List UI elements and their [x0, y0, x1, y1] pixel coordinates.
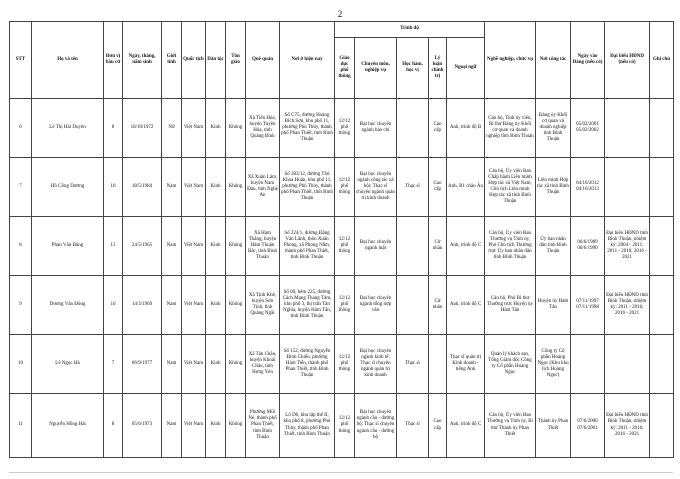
cell-note	[650, 276, 674, 335]
cell-ethnicity: Kinh	[206, 99, 226, 158]
cell-gender: Nam	[162, 276, 182, 335]
header-residence: Nơi ở hiện nay	[280, 22, 335, 99]
cell-ethnicity: Kinh	[206, 394, 226, 458]
page-number: 2	[337, 9, 343, 19]
cell-nationality: Việt Nam	[182, 158, 206, 217]
cell-dob: 06/9/1977	[123, 335, 162, 394]
table-row	[10, 217, 674, 276]
cell-name: Phan Văn Đăng	[32, 217, 104, 276]
cell-hdnd	[605, 158, 650, 217]
cell-dob: 14/3/1969	[123, 276, 162, 335]
header-general-edu: Giáo dục phổ thông	[335, 38, 355, 99]
cell-hometown: Phường Mũi Né, thành phố Phan Thiết, tỉnh Bình Thuận	[246, 394, 280, 458]
cell-note	[650, 335, 674, 394]
table-row	[10, 276, 674, 335]
cell-hometown: Xã Xuân Lâm, huyện Nam Đàn, tỉnh Nghệ An	[246, 158, 280, 217]
cell-party-date: 04/10/2012 04/10/2013	[571, 158, 605, 217]
cell-language: Anh, trình độ C	[447, 394, 485, 458]
header-degree: Học hàm, học vị	[397, 38, 429, 99]
header-name: Họ và tên	[32, 22, 104, 99]
cell-hdnd: Đại biểu HĐND tỉnh Bình Thuận, nhiệm kỳ: 2004 - 2011; 2011 - 2016; 2016 - 2021	[605, 217, 650, 276]
cell-note	[650, 158, 674, 217]
header-trinh-do: Trình độ	[335, 22, 485, 38]
header-language: Ngoại ngữ	[447, 38, 485, 99]
cell-gender: Nam	[162, 217, 182, 276]
cell-occupation: Cán bộ, Tỉnh ủy viên, Bí thư Đảng ủy Khối cơ quan và doanh nghiệp tỉnh Bình Thuận	[485, 99, 536, 158]
header-dob: Ngày, tháng, năm sinh	[123, 22, 162, 99]
cell-party-date: 07/11/1997 07/11/1998	[571, 276, 605, 335]
cell-general-edu: 12/12 phổ thông	[335, 394, 355, 458]
cell-residence: Số 152, đường Nguyễn Đình Chiểu, phường Hàm Tiến, thành phố Phan Thiết, tỉnh Bình Thuận	[280, 335, 335, 394]
cell-occupation: Cán bộ, Ủy viên Ban Thường vụ Tỉnh ủy, Phó Chủ tịch Thường trực Ủy ban nhân dân tỉnh Bình Thuận	[485, 217, 536, 276]
header-politics: Lý luận chính trị	[429, 38, 447, 99]
cell-general-edu: 12/12 phổ thông	[335, 158, 355, 217]
cell-degree: Thạc sĩ	[397, 335, 429, 394]
cell-unit: 10	[104, 158, 123, 217]
cell-hdnd	[605, 335, 650, 394]
cell-language: Anh, trình độ B	[447, 99, 485, 158]
cell-ethnicity: Kinh	[206, 335, 226, 394]
cell-gender: Nam	[162, 394, 182, 458]
cell-specialty: Đại học chuyên ngành công tác xã hội; Thạc sĩ chuyên ngành quản trị kinh doanh	[355, 158, 397, 217]
cell-religion: Không	[226, 394, 246, 458]
table-row	[10, 99, 674, 158]
cell-ethnicity: Kinh	[206, 158, 226, 217]
cell-politics: Cao cấp	[429, 99, 447, 158]
cell-nationality: Việt Nam	[182, 217, 206, 276]
header-occupation: Nghề nghiệp, chức vụ	[485, 22, 536, 99]
cell-specialty: Đại học chuyên ngành luật	[355, 217, 397, 276]
cell-general-edu: 12/12 phổ thông	[335, 217, 355, 276]
cell-nationality: Việt Nam	[182, 394, 206, 458]
cell-language: Thạc sĩ quản trị Kinh doanh - tiếng Anh	[447, 335, 485, 394]
header-party-date: Ngày vào Đảng (nếu có)	[571, 22, 605, 99]
cell-general-edu: 12/12 phổ thông	[335, 276, 355, 335]
cell-unit: 8	[104, 394, 123, 458]
cell-degree	[397, 99, 429, 158]
cell-dob: 18/10/1972	[123, 99, 162, 158]
cell-nationality: Việt Nam	[182, 99, 206, 158]
cell-residence: Số 06, hẻm 225, đường Cách Mạng Tháng Tám, khu phố 3, thị trấn Tân Nghĩa, huyện Hàm Tân, tỉnh Bình Thuận	[280, 276, 335, 335]
cell-religion: Không	[226, 276, 246, 335]
cell-workplace: Đảng ủy Khối cơ quan và doanh nghiệp tỉnh Bình Thuận	[536, 99, 571, 158]
cell-note	[650, 217, 674, 276]
cell-name: Nguyễn Hồng Hải	[32, 394, 104, 458]
cell-specialty: Đại học chuyên ngành cầu - đường bộ; Thạc sĩ chuyên ngành cầu - đường bộ	[355, 394, 397, 458]
cell-stt: 8	[10, 217, 32, 276]
cell-party-date: 07/6/2000 07/6/2001	[571, 394, 605, 458]
cell-hdnd	[605, 99, 650, 158]
cell-language: Anh, B1 châu Âu	[447, 158, 485, 217]
cell-nationality: Việt Nam	[182, 335, 206, 394]
cell-politics: Cao cấp	[429, 158, 447, 217]
cell-residence: Số 224/1, đường Đặng Văn Lãnh, thôn Xuân Phong, xã Phong Nẫm, thành phố Phan Thiết, tỉnh Bình Thuận	[280, 217, 335, 276]
cell-workplace: Ủy ban nhân dân tỉnh Bình Thuận	[536, 217, 571, 276]
cell-stt: 9	[10, 276, 32, 335]
cell-residence: Số 383/12, đường Thủ Khoa Huân, khu phố 11, phường Phú Thủy, thành phố Phan Thiết, tỉnh Bình Thuận	[280, 158, 335, 217]
header-workplace: Nơi công tác	[536, 22, 571, 99]
cell-occupation: Cán bộ, Ủy viên Ban Chấp hành Liên minh Hợp tác xã Việt Nam, Chủ tịch Liên minh Hợp tác xã tỉnh Bình Thuận	[485, 158, 536, 217]
cell-hometown: Xã Tân Châu, huyện Khoái Châu, tỉnh Hưng Yên	[246, 335, 280, 394]
cell-unit: 7	[104, 335, 123, 394]
cell-hometown: Xã Tịnh Khê, huyện Sơn Tịnh, tỉnh Quảng Ngãi	[246, 276, 280, 335]
cell-residence: Số C75, đường Hoàng Bích Sơn, khu phố 11, phường Phú Thủy, thành phố Phan Thiết, tỉnh Bình Thuận	[280, 99, 335, 158]
cell-dob: 18/5/1984	[123, 158, 162, 217]
cell-party-date	[571, 335, 605, 394]
cell-stt: 11	[10, 394, 32, 458]
table-row	[10, 158, 674, 217]
cell-stt: 6	[10, 99, 32, 158]
cell-politics: Cao cấp	[429, 394, 447, 458]
cell-occupation: Quản lý khách sạn, Tổng Giám đốc Công ty Cổ phần Hoàng Ngọc	[485, 335, 536, 394]
cell-name: Lê Ngọc Hà	[32, 335, 104, 394]
cell-stt: 10	[10, 335, 32, 394]
cell-religion: Không	[226, 217, 246, 276]
cell-gender: Nam	[162, 158, 182, 217]
cell-name: Lê Thị Hải Duyên	[32, 99, 104, 158]
cell-degree: Thạc sĩ	[397, 158, 429, 217]
cell-language: Anh, trình độ C	[447, 217, 485, 276]
header-specialty: Chuyên môn, nghiệp vụ	[355, 38, 397, 99]
cell-unit: 13	[104, 217, 123, 276]
cell-specialty: Đại học chuyên ngành kinh tế; Thạc sĩ chuyên ngành quản trị kinh doanh	[355, 335, 397, 394]
cell-hdnd: Đại biểu HĐND tỉnh Bình Thuận, nhiệm kỳ: 2011 - 2016; 2016 - 2021	[605, 394, 650, 458]
cell-unit: 10	[104, 276, 123, 335]
cell-degree	[397, 217, 429, 276]
cell-name: Dương Văn Đông	[32, 276, 104, 335]
cell-religion: Không	[226, 335, 246, 394]
cell-gender: Nữ	[162, 99, 182, 158]
cell-language: Anh, trình độ C	[447, 276, 485, 335]
cell-gender: Nam	[162, 335, 182, 394]
cell-politics: Cử nhân	[429, 217, 447, 276]
cell-workplace: Thành ủy Phan Thiết	[536, 394, 571, 458]
cell-specialty: Đại học chuyên ngành báo chí	[355, 99, 397, 158]
cell-general-edu: 12/12 phổ thông	[335, 99, 355, 158]
cell-party-date: 06/6/1989 06/6/1990	[571, 217, 605, 276]
cell-workplace: Công ty Cổ phần Hoàng Ngọc (Khu khu lịch Hoàng Ngọc)	[536, 335, 571, 394]
header-unit: Đơn vị bầu cử	[104, 22, 123, 99]
header-gender: Giới tính	[162, 22, 182, 99]
table-row	[10, 394, 674, 458]
cell-hdnd: Đại biểu HĐND tỉnh Bình Thuận, nhiệm kỳ: 2011 - 2016; 2016 - 2021	[605, 276, 650, 335]
header-ethnicity: Dân tộc	[206, 22, 226, 99]
cell-occupation: Cán bộ, Phó Bí thư Thường trực Huyện ủy Hàm Tân	[485, 276, 536, 335]
header-hometown: Quê quán	[246, 22, 280, 99]
cell-politics: Cử nhân	[429, 276, 447, 335]
header-hdnd: Đại biểu HĐND (nếu có)	[605, 22, 650, 99]
cell-religion: Không	[226, 99, 246, 158]
cell-degree: Thạc sĩ	[397, 394, 429, 458]
cell-workplace: Liên minh Hợp tác xã tỉnh Bình Thuận	[536, 158, 571, 217]
table-row	[10, 335, 674, 394]
header-note: Ghi chú	[650, 22, 674, 99]
cell-politics	[429, 335, 447, 394]
cell-dob: 24/5/1965	[123, 217, 162, 276]
cell-ethnicity: Kinh	[206, 276, 226, 335]
header-religion: Tôn giáo	[226, 22, 246, 99]
cell-residence: Lô D6, khu tập thể II, khu phố 8, phường Phú Thủy, thành phố Phan Thiết, tỉnh Bình Thuận	[280, 394, 335, 458]
cell-name: Hồ Công Dương	[32, 158, 104, 217]
cell-note	[650, 99, 674, 158]
cell-dob: 05/6/1973	[123, 394, 162, 458]
header-nationality: Quốc tịch	[182, 22, 206, 99]
cell-specialty: Đại học chuyên ngành tổng hợp văn	[355, 276, 397, 335]
cell-degree	[397, 276, 429, 335]
cell-unit: 8	[104, 99, 123, 158]
cell-workplace: Huyện ủy Hàm Tân	[536, 276, 571, 335]
cell-note	[650, 394, 674, 458]
cell-occupation: Cán bộ, Ủy viên Ban Thường vụ Tỉnh ủy, Bí thư Thành ủy Phan Thiết	[485, 394, 536, 458]
cell-hometown: Xã Tiến Hóa, huyện Tuyên Hóa, tỉnh Quảng Bình	[246, 99, 280, 158]
cell-stt: 7	[10, 158, 32, 217]
cell-hometown: Xã Hàm Thắng, huyện Hàm Thuận Bắc, tỉnh Bình Thuận	[246, 217, 280, 276]
page-bottom-rule	[9, 472, 673, 473]
header-stt: STT	[10, 22, 32, 99]
cell-nationality: Việt Nam	[182, 276, 206, 335]
cell-ethnicity: Kinh	[206, 217, 226, 276]
cell-party-date: 05/02/2001 05/02/2002	[571, 99, 605, 158]
cell-general-edu: 12/12 phổ thông	[335, 335, 355, 394]
cell-religion: Không	[226, 158, 246, 217]
candidate-table	[9, 21, 674, 458]
